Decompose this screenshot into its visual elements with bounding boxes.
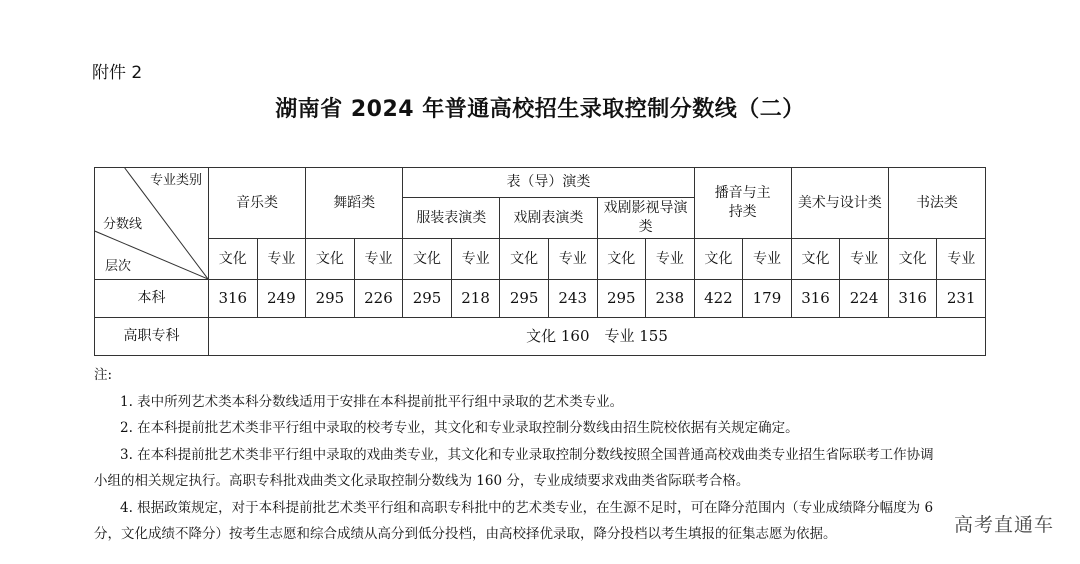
- note-1: 1. 表中所列艺术类本科分数线适用于安排在本科提前批平行组中录取的艺术类专业。: [120, 393, 624, 410]
- sub-wenhua: 文化: [791, 239, 840, 280]
- sub-zhuanye: 专业: [840, 239, 889, 280]
- sub-wenhua: 文化: [888, 239, 937, 280]
- header-broadcasting-text: 播音与主持类: [714, 185, 771, 220]
- header-dance: 舞蹈类: [306, 168, 403, 239]
- header-drama: 戏剧表演类: [500, 198, 597, 239]
- sub-zhuanye: 专业: [646, 239, 695, 280]
- header-calligraphy: 书法类: [888, 168, 985, 239]
- score-cell: 295: [500, 280, 549, 318]
- score-cell: 295: [597, 280, 646, 318]
- score-cell: 295: [403, 280, 452, 318]
- score-cell: 179: [743, 280, 792, 318]
- corner-label-score: 分数线: [103, 217, 143, 232]
- score-cell: 238: [646, 280, 695, 318]
- sub-zhuanye: 专业: [354, 239, 403, 280]
- sub-zhuanye: 专业: [548, 239, 597, 280]
- notes-heading: 注:: [94, 367, 113, 383]
- sub-wenhua: 文化: [694, 239, 743, 280]
- table-row-vocational: [95, 318, 986, 356]
- vocational-scores: 文化 160 专业 155: [209, 318, 986, 356]
- watermark: 高考直通车: [953, 514, 1054, 536]
- score-cell: 231: [937, 280, 986, 318]
- table-corner-header: [95, 168, 209, 280]
- note-4-line-2: 分，文化成绩不降分）按考生志愿和综合成绩从高分到低分投档，由高校择优录取，降分投档以考生填报的征集志愿为依据。: [94, 526, 837, 542]
- sub-zhuanye: 专业: [257, 239, 306, 280]
- attachment-label: 附件 2: [92, 63, 143, 83]
- header-art-design: 美术与设计类: [791, 168, 888, 239]
- sub-zhuanye: 专业: [743, 239, 792, 280]
- header-broadcasting: [694, 168, 791, 239]
- header-music: 音乐类: [209, 168, 306, 239]
- sub-wenhua: 文化: [306, 239, 355, 280]
- score-cell: 249: [257, 280, 306, 318]
- note-3-line-1: 3. 在本科提前批艺术类非平行组中录取的戏曲类专业，其文化和专业录取控制分数线按照全国普通高校戏曲类专业招生省际联考工作协调: [120, 446, 934, 463]
- score-cell: 422: [694, 280, 743, 318]
- sub-wenhua: 文化: [597, 239, 646, 280]
- score-cell: 224: [840, 280, 889, 318]
- score-cell: 316: [888, 280, 937, 318]
- sub-zhuanye: 专业: [451, 239, 500, 280]
- row-label-undergrad: 本科: [95, 280, 209, 318]
- score-cell: 226: [354, 280, 403, 318]
- score-cell: 316: [791, 280, 840, 318]
- corner-label-category: 专业类别: [149, 173, 202, 188]
- score-table: [94, 167, 986, 356]
- row-label-vocational: 高职专科: [95, 318, 209, 356]
- notes-section: [94, 362, 994, 548]
- header-film-directing: [597, 198, 694, 239]
- sub-zhuanye: 专业: [937, 239, 986, 280]
- score-cell: 295: [306, 280, 355, 318]
- header-film-directing-text: 戏剧影视导演类: [603, 200, 688, 235]
- header-costume: 服装表演类: [403, 198, 500, 239]
- score-cell: 218: [451, 280, 500, 318]
- corner-label-level: 层次: [105, 259, 132, 274]
- sub-wenhua: 文化: [403, 239, 452, 280]
- note-2: 2. 在本科提前批艺术类非平行组中录取的校考专业，其文化和专业录取控制分数线由招生院校依据有关规定确定。: [120, 420, 799, 436]
- header-performance: 表（导）演类: [403, 168, 694, 198]
- note-3-line-2: 小组的相关规定执行。高职专科批戏曲类文化录取控制分数线为 160 分，专业成绩要求戏曲类省际联考合格。: [94, 473, 750, 489]
- page-title: 湖南省 2024 年普通高校招生录取控制分数线（二）: [275, 97, 805, 122]
- table-row-undergrad: [95, 280, 986, 318]
- score-cell: 243: [548, 280, 597, 318]
- score-cell: 316: [209, 280, 258, 318]
- sub-wenhua: 文化: [500, 239, 549, 280]
- note-4-line-1: 4. 根据政策规定，对于本科提前批艺术类平行组和高职专科批中的艺术类专业，在生源不足时，可在降分范围内（专业成绩降分幅度为 6: [120, 499, 934, 516]
- sub-wenhua: 文化: [209, 239, 258, 280]
